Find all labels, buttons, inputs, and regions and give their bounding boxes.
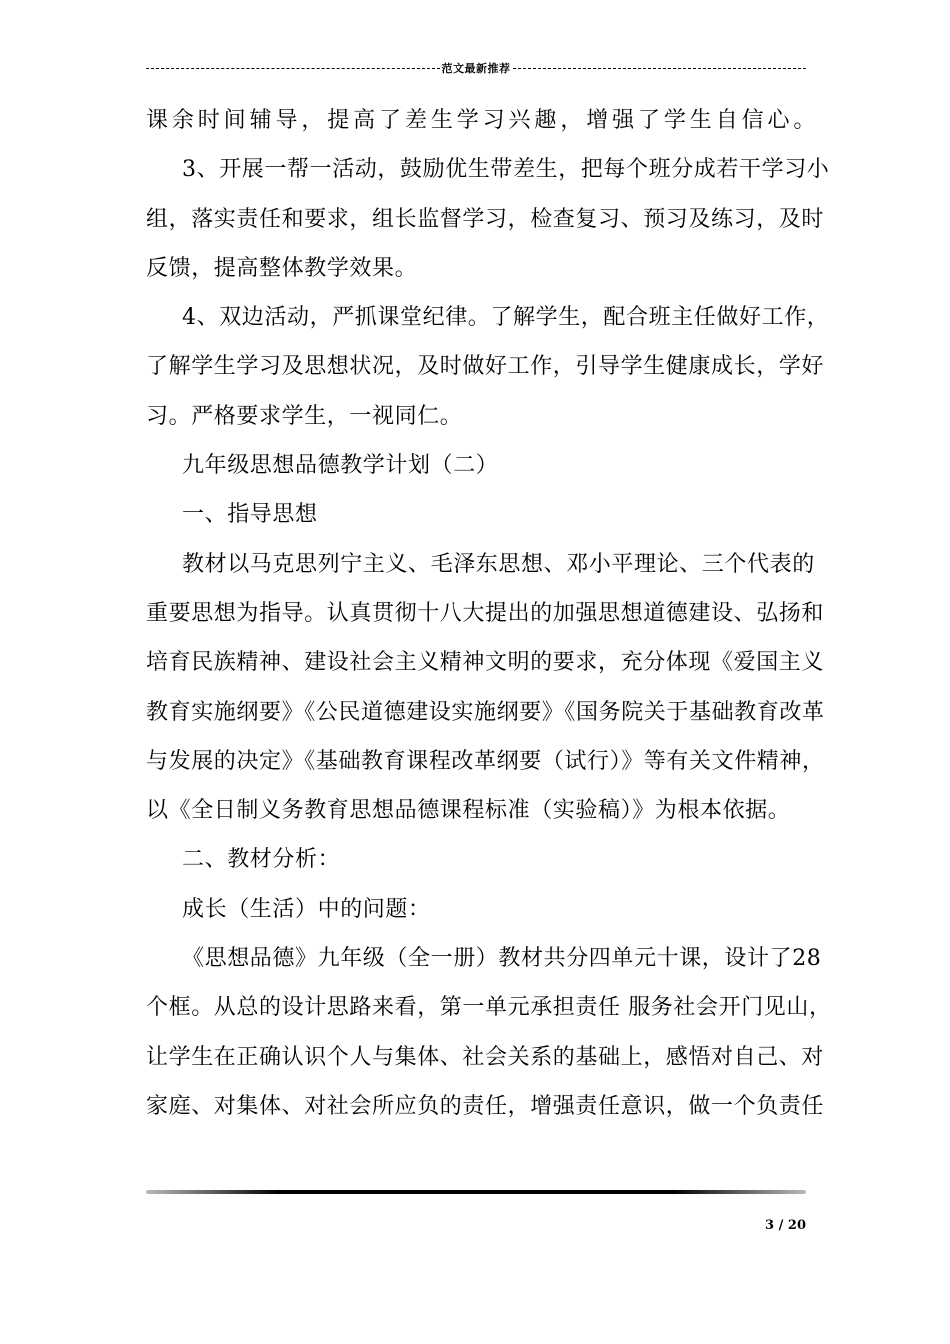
header-dash-right [513, 68, 807, 69]
body-line: 教育实施纲要》《公民道德建设实施纲要》《国务院关于基础教育改革 [146, 699, 825, 725]
header-dash-left [146, 68, 440, 69]
page-current: 3 [765, 1218, 775, 1233]
body-line: 习。严格要求学生，一视同仁。 [146, 403, 463, 429]
page-total: 20 [787, 1218, 806, 1233]
sub-heading: 成长（生活）中的问题： [182, 896, 431, 922]
body-line: 培育民族精神、建设社会主义精神文明的要求，充分体现《爱国主义 [146, 650, 825, 676]
page-separator: / [778, 1218, 784, 1233]
body-line: 家庭、对集体、对社会所应负的责任，增强责任意识，做一个负责任 [146, 1093, 825, 1119]
body-line: 与发展的决定》《基础教育课程改革纲要（试行）》等有关文件精神， [146, 748, 825, 774]
body-line: 《思想品德》九年级（全一册）教材共分四单元十课，设计了28 [182, 946, 822, 972]
body-line: 课余时间辅导，提高了差生学习兴趣，增强了学生自信心。 [146, 108, 816, 133]
section-heading: 二、教材分析： [182, 847, 341, 873]
footer-rule [146, 1190, 806, 1194]
body-line: 了解学生学习及思想状况，及时做好工作，引导学生健康成长，学好 [146, 354, 825, 380]
section-heading: 一、指导思想 [182, 502, 318, 528]
body-line: 以《全日制义务教育思想品德课程标准（实验稿）》为根本依据。 [146, 798, 791, 824]
page-number [700, 1218, 806, 1233]
body-line: 让学生在正确认识个人与集体、社会关系的基础上，感悟对自己、对 [146, 1044, 825, 1070]
section-title: 九年级思想品德教学计划（二） [182, 453, 499, 479]
body-line: 3、开展一帮一活动，鼓励优生带差生，把每个班分成若干学习小 [182, 157, 830, 183]
document-body [146, 96, 832, 1131]
body-line: 个框。从总的设计思路来看，第一单元承担责任 服务社会开门见山， [146, 995, 832, 1021]
body-line: 教材以马克思列宁主义、毛泽东思想、邓小平理论、三个代表的 [182, 551, 815, 577]
body-line: 组，落实责任和要求，组长监督学习，检查复习、预习及练习，及时 [146, 206, 825, 232]
body-line: 反馈，提高整体教学效果。 [146, 255, 418, 281]
body-line: 4、双边活动，严抓课堂纪律。了解学生，配合班主任做好工作， [182, 305, 830, 331]
header-title: 范文最新推荐 [441, 62, 511, 75]
page-header [146, 58, 806, 78]
body-line: 重要思想为指导。认真贯彻十八大提出的加强思想道德建设、弘扬和 [146, 600, 825, 626]
